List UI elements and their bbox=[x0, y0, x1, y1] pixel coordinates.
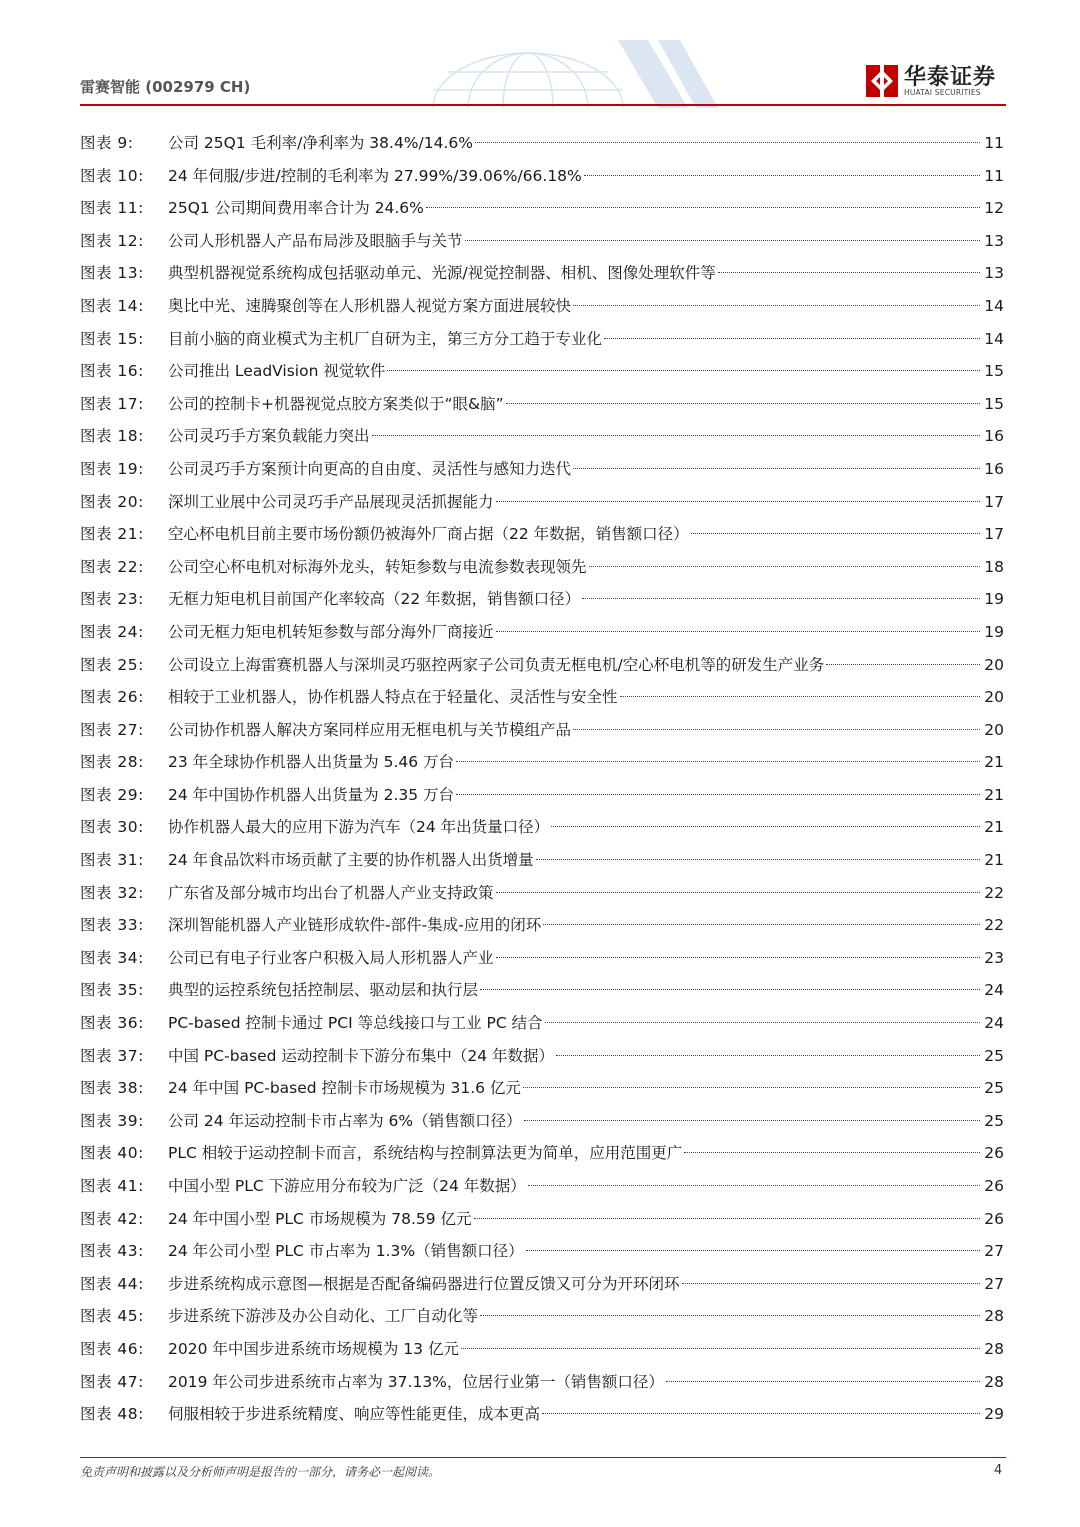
toc-leader-dots bbox=[545, 1022, 980, 1023]
toc-entry-page: 28 bbox=[984, 1372, 1004, 1391]
toc-entry[interactable] bbox=[80, 160, 1004, 193]
toc-leader-dots bbox=[620, 696, 980, 697]
toc-entry[interactable] bbox=[80, 486, 1004, 519]
toc-leader-dots bbox=[496, 501, 980, 502]
toc-entry-title: 公司 25Q1 毛利率/净利率为 38.4%/14.6% bbox=[168, 134, 473, 152]
toc-entry-label: 图表 46: bbox=[80, 1339, 144, 1358]
toc-entry-label: 图表 21: bbox=[80, 525, 144, 544]
toc-leader-dots bbox=[480, 989, 980, 990]
toc-entry-title: 公司已有电子行业客户积极入局人形机器人产业 bbox=[168, 948, 494, 967]
toc-entry-page: 21 bbox=[984, 753, 1004, 772]
toc-entry-label: 图表 28: bbox=[80, 753, 144, 772]
toc-entry-page: 16 bbox=[984, 459, 1004, 478]
toc-entry-page: 21 bbox=[984, 818, 1004, 837]
toc-entry-page: 24 bbox=[984, 1014, 1004, 1033]
toc-leader-dots bbox=[387, 370, 980, 371]
toc-leader-dots bbox=[573, 468, 980, 469]
toc-entry[interactable] bbox=[80, 1300, 1004, 1333]
toc-entry-page: 14 bbox=[984, 296, 1004, 315]
toc-entry[interactable] bbox=[80, 1235, 1004, 1268]
toc-entry-page: 19 bbox=[984, 590, 1004, 609]
toc-entry-title: 24 年中国 PC-based 控制卡市场规模为 31.6 亿元 bbox=[168, 1079, 521, 1098]
toc-entry-title: 奥比中光、速腾聚创等在人形机器人视觉方案方面进展较快 bbox=[168, 296, 572, 315]
toc-entry-title: 公司协作机器人解决方案同样应用无框电机与关节模组产品 bbox=[168, 720, 572, 739]
toc-entry-title: 深圳智能机器人产业链形成软件-部件-集成-应用的闭环 bbox=[168, 916, 542, 935]
toc-entry[interactable] bbox=[80, 746, 1004, 779]
toc-entry[interactable] bbox=[80, 681, 1004, 714]
toc-entry-page: 25 bbox=[984, 1111, 1004, 1130]
toc-entry-page: 13 bbox=[984, 231, 1004, 250]
toc-entry-label: 图表 22: bbox=[80, 557, 144, 576]
toc-leader-dots bbox=[556, 1055, 980, 1056]
toc-entry-label: 图表 26: bbox=[80, 688, 144, 707]
toc-entry-title: 2019 年公司步进系统市占率为 37.13%，位居行业第一（销售额口径） bbox=[168, 1372, 664, 1391]
toc-entry[interactable] bbox=[80, 649, 1004, 682]
toc-entry-label: 图表 27: bbox=[80, 720, 144, 739]
toc-entry[interactable] bbox=[80, 420, 1004, 453]
report-header-company: 雷赛智能 (002979 CH) bbox=[80, 78, 251, 96]
toc-entry-label: 图表 16: bbox=[80, 362, 144, 381]
toc-entry-page: 20 bbox=[984, 655, 1004, 674]
toc-leader-dots bbox=[465, 240, 980, 241]
toc-entry-label: 图表 43: bbox=[80, 1242, 144, 1261]
toc-entry[interactable] bbox=[80, 518, 1004, 551]
toc-entry-page: 17 bbox=[984, 525, 1004, 544]
toc-leader-dots bbox=[506, 403, 980, 404]
toc-leader-dots bbox=[426, 207, 980, 208]
toc-entry-label: 图表 10: bbox=[80, 166, 144, 185]
toc-entry[interactable] bbox=[80, 974, 1004, 1007]
toc-entry-page: 22 bbox=[984, 916, 1004, 935]
toc-leader-dots bbox=[524, 1120, 980, 1121]
toc-entry-title: 公司灵巧手方案预计向更高的自由度、灵活性与感知力迭代 bbox=[168, 459, 572, 478]
toc-entry-title: 步进系统构成示意图—根据是否配备编码器进行位置反馈又可分为开环闭环 bbox=[168, 1274, 680, 1293]
toc-entry-label: 图表 18: bbox=[80, 427, 144, 446]
toc-entry-label: 图表 23: bbox=[80, 590, 144, 609]
toc-leader-dots bbox=[496, 892, 980, 893]
toc-entry-label: 图表 19: bbox=[80, 459, 144, 478]
toc-entry-label: 图表 20: bbox=[80, 492, 144, 511]
toc-entry[interactable] bbox=[80, 257, 1004, 290]
toc-leader-dots bbox=[475, 142, 980, 143]
toc-entry-page: 21 bbox=[984, 851, 1004, 870]
toc-leader-dots bbox=[474, 1218, 980, 1219]
toc-entry-label: 图表 42: bbox=[80, 1209, 144, 1228]
toc-entry-label: 图表 33: bbox=[80, 916, 144, 935]
toc-entry-title: 公司人形机器人产品布局涉及眼脑手与关节 bbox=[168, 231, 463, 250]
header-divider bbox=[80, 104, 1006, 106]
toc-leader-dots bbox=[718, 272, 980, 273]
toc-entry-title: 25Q1 公司期间费用率合计为 24.6% bbox=[168, 199, 424, 218]
toc-entry-page: 19 bbox=[984, 622, 1004, 641]
toc-entry-page: 13 bbox=[984, 264, 1004, 283]
toc-entry-page: 28 bbox=[984, 1307, 1004, 1326]
toc-entry-title: 中国小型 PLC 下游应用分布较为广泛（24 年数据） bbox=[168, 1177, 526, 1195]
toc-entry-page: 15 bbox=[984, 394, 1004, 413]
footer-disclaimer: 免责声明和披露以及分析师声明是报告的一部分，请务必一起阅读。 bbox=[80, 1465, 441, 1479]
toc-entry[interactable] bbox=[80, 1333, 1004, 1366]
toc-entry-title: 广东省及部分城市均出台了机器人产业支持政策 bbox=[168, 883, 494, 902]
toc-entry-page: 26 bbox=[984, 1177, 1004, 1195]
toc-entry[interactable] bbox=[80, 192, 1004, 225]
toc-entry-title: 空心杯电机目前主要市场份额仍被海外厂商占据（22 年数据，销售额口径） bbox=[168, 525, 689, 544]
toc-leader-dots bbox=[542, 1413, 980, 1414]
toc-entry-label: 图表 12: bbox=[80, 231, 144, 250]
toc-entry[interactable] bbox=[80, 355, 1004, 388]
toc-entry[interactable] bbox=[80, 714, 1004, 747]
toc-entry-title: 公司设立上海雷赛机器人与深圳灵巧驱控两家子公司负责无框电机/空心杯电机等的研发生产业务 bbox=[168, 655, 825, 674]
huatai-logo-icon bbox=[866, 65, 898, 97]
toc-leader-dots bbox=[666, 1381, 980, 1382]
toc-entry-page: 14 bbox=[984, 329, 1004, 348]
page-number: 4 bbox=[994, 1463, 1003, 1478]
toc-entry-page: 25 bbox=[984, 1079, 1004, 1098]
toc-entry-page: 12 bbox=[984, 199, 1004, 218]
toc-leader-dots bbox=[461, 1348, 980, 1349]
footer-divider bbox=[80, 1457, 1006, 1458]
toc-entry-page: 27 bbox=[984, 1274, 1004, 1293]
toc-entry-label: 图表 11: bbox=[80, 199, 144, 218]
toc-entry-title: PLC 相较于运动控制卡而言，系统结构与控制算法更为简单，应用范围更广 bbox=[168, 1144, 683, 1163]
toc-entry-title: 公司的控制卡+机器视觉点胶方案类似于“眼&脑” bbox=[168, 394, 504, 413]
toc-leader-dots bbox=[682, 1283, 980, 1284]
toc-entry-title: 典型机器视觉系统构成包括驱动单元、光源/视觉控制器、相机、图像处理软件等 bbox=[168, 264, 716, 283]
toc-leader-dots bbox=[604, 338, 980, 339]
toc-leader-dots bbox=[543, 924, 980, 925]
toc-entry[interactable] bbox=[80, 1137, 1004, 1170]
toc-entry-label: 图表 34: bbox=[80, 948, 144, 967]
toc-entry[interactable] bbox=[80, 779, 1004, 812]
toc-entry[interactable] bbox=[80, 1072, 1004, 1105]
toc-leader-dots bbox=[496, 957, 980, 958]
toc-leader-dots bbox=[528, 1185, 980, 1186]
toc-leader-dots bbox=[589, 566, 980, 567]
toc-entry-title: 23 年全球协作机器人出货量为 5.46 万台 bbox=[168, 753, 455, 772]
toc-entry-label: 图表 40: bbox=[80, 1144, 144, 1163]
table-of-figures bbox=[80, 127, 1004, 1431]
toc-entry-label: 图表 47: bbox=[80, 1372, 144, 1391]
toc-entry-label: 图表 25: bbox=[80, 655, 144, 674]
toc-entry-label: 图表 48: bbox=[80, 1405, 144, 1424]
toc-leader-dots bbox=[456, 794, 980, 795]
toc-entry-page: 28 bbox=[984, 1339, 1004, 1358]
toc-entry[interactable] bbox=[80, 1170, 1004, 1203]
toc-entry-title: 公司推出 LeadVision 视觉软件 bbox=[168, 362, 386, 381]
toc-entry-title: 深圳工业展中公司灵巧手产品展现灵活抓握能力 bbox=[168, 492, 494, 511]
toc-entry-label: 图表 15: bbox=[80, 329, 144, 348]
toc-entry[interactable] bbox=[80, 323, 1004, 356]
toc-entry-label: 图表 17: bbox=[80, 394, 144, 413]
watermark-globe-icon bbox=[418, 30, 718, 108]
toc-entry[interactable] bbox=[80, 1007, 1004, 1040]
toc-entry-title: 相较于工业机器人，协作机器人特点在于轻量化、灵活性与安全性 bbox=[168, 688, 618, 707]
toc-leader-dots bbox=[372, 435, 980, 436]
toc-entry-page: 11 bbox=[984, 134, 1004, 152]
toc-entry-page: 15 bbox=[984, 362, 1004, 381]
toc-entry-title: 24 年中国协作机器人出货量为 2.35 万台 bbox=[168, 785, 455, 804]
toc-entry-label: 图表 44: bbox=[80, 1274, 144, 1293]
toc-leader-dots bbox=[536, 859, 980, 860]
toc-entry-label: 图表 36: bbox=[80, 1014, 144, 1033]
toc-leader-dots bbox=[523, 1087, 980, 1088]
toc-entry-page: 24 bbox=[984, 981, 1004, 1000]
toc-entry[interactable] bbox=[80, 290, 1004, 323]
toc-leader-dots bbox=[573, 729, 980, 730]
toc-entry-title: 公司灵巧手方案负载能力突出 bbox=[168, 427, 370, 446]
toc-leader-dots bbox=[573, 305, 980, 306]
toc-entry-page: 25 bbox=[984, 1046, 1004, 1065]
toc-entry[interactable] bbox=[80, 225, 1004, 258]
toc-entry-title: 24 年伺服/步进/控制的毛利率为 27.99%/39.06%/66.18% bbox=[168, 166, 582, 185]
toc-entry-page: 20 bbox=[984, 688, 1004, 707]
toc-entry[interactable] bbox=[80, 127, 1004, 160]
brand-name-en: HUATAI SECURITIES bbox=[904, 88, 981, 97]
toc-leader-dots bbox=[584, 175, 980, 176]
toc-entry-label: 图表 29: bbox=[80, 785, 144, 804]
toc-entry[interactable] bbox=[80, 551, 1004, 584]
toc-leader-dots bbox=[826, 664, 980, 665]
toc-entry-title: 无框力矩电机目前国产化率较高（22 年数据，销售额口径） bbox=[168, 590, 581, 609]
toc-entry-title: 2020 年中国步进系统市场规模为 13 亿元 bbox=[168, 1339, 459, 1358]
toc-entry[interactable] bbox=[80, 1268, 1004, 1301]
toc-entry-page: 20 bbox=[984, 720, 1004, 739]
toc-leader-dots bbox=[684, 1152, 980, 1153]
toc-entry[interactable] bbox=[80, 811, 1004, 844]
toc-entry-title: 步进系统下游涉及办公自动化、工厂自动化等 bbox=[168, 1307, 479, 1326]
toc-entry-title: PC-based 控制卡通过 PCI 等总线接口与工业 PC 结合 bbox=[168, 1014, 543, 1033]
toc-entry-label: 图表 24: bbox=[80, 622, 144, 641]
toc-entry-label: 图表 41: bbox=[80, 1177, 144, 1195]
toc-entry-page: 11 bbox=[984, 166, 1004, 185]
brand-name-cn: 华泰证券 bbox=[904, 65, 997, 90]
toc-entry[interactable] bbox=[80, 583, 1004, 616]
toc-entry-title: 典型的运控系统包括控制层、驱动层和执行层 bbox=[168, 981, 479, 1000]
toc-entry-title: 协作机器人最大的应用下游为汽车（24 年出货量口径） bbox=[168, 818, 550, 837]
toc-entry[interactable] bbox=[80, 844, 1004, 877]
toc-entry-label: 图表 31: bbox=[80, 851, 144, 870]
toc-entry-title: 公司空心杯电机对标海外龙头，转矩参数与电流参数表现领先 bbox=[168, 557, 587, 576]
toc-leader-dots bbox=[526, 1250, 980, 1251]
toc-entry-label: 图表 39: bbox=[80, 1111, 144, 1130]
toc-entry[interactable] bbox=[80, 1398, 1004, 1431]
toc-entry-page: 26 bbox=[984, 1209, 1004, 1228]
toc-entry-title: 目前小脑的商业模式为主机厂自研为主，第三方分工趋于专业化 bbox=[168, 329, 603, 348]
toc-entry-page: 29 bbox=[984, 1405, 1004, 1424]
toc-entry-page: 23 bbox=[984, 948, 1004, 967]
toc-entry-label: 图表 9: bbox=[80, 134, 134, 152]
toc-entry-label: 图表 37: bbox=[80, 1046, 144, 1065]
toc-entry-label: 图表 30: bbox=[80, 818, 144, 837]
toc-entry-title: 24 年食品饮料市场贡献了主要的协作机器人出货增量 bbox=[168, 851, 534, 870]
toc-entry-page: 18 bbox=[984, 557, 1004, 576]
toc-leader-dots bbox=[456, 761, 980, 762]
toc-leader-dots bbox=[551, 826, 980, 827]
toc-leader-dots bbox=[496, 631, 980, 632]
toc-entry-title: 中国 PC-based 运动控制卡下游分布集中（24 年数据） bbox=[168, 1046, 555, 1065]
toc-entry-title: 伺服相较于步进系统精度、响应等性能更佳，成本更高 bbox=[168, 1405, 541, 1424]
toc-entry-page: 27 bbox=[984, 1242, 1004, 1261]
toc-entry[interactable] bbox=[80, 942, 1004, 975]
toc-leader-dots bbox=[582, 598, 980, 599]
toc-entry-page: 26 bbox=[984, 1144, 1004, 1163]
toc-entry[interactable] bbox=[80, 1040, 1004, 1073]
toc-entry[interactable] bbox=[80, 453, 1004, 486]
toc-entry[interactable] bbox=[80, 1366, 1004, 1399]
toc-entry-page: 17 bbox=[984, 492, 1004, 511]
toc-leader-dots bbox=[480, 1315, 980, 1316]
toc-entry-title: 24 年公司小型 PLC 市占率为 1.3%（销售额口径） bbox=[168, 1242, 524, 1261]
toc-entry[interactable] bbox=[80, 388, 1004, 421]
toc-entry[interactable] bbox=[80, 1203, 1004, 1236]
toc-entry[interactable] bbox=[80, 877, 1004, 910]
toc-entry-label: 图表 38: bbox=[80, 1079, 144, 1098]
toc-entry[interactable] bbox=[80, 909, 1004, 942]
toc-leader-dots bbox=[691, 533, 980, 534]
toc-entry-title: 公司 24 年运动控制卡市占率为 6%（销售额口径） bbox=[168, 1111, 522, 1130]
toc-entry[interactable] bbox=[80, 616, 1004, 649]
toc-entry-label: 图表 35: bbox=[80, 981, 144, 1000]
toc-entry-page: 22 bbox=[984, 883, 1004, 902]
toc-entry-page: 21 bbox=[984, 785, 1004, 804]
toc-entry-label: 图表 32: bbox=[80, 883, 144, 902]
toc-entry[interactable] bbox=[80, 1105, 1004, 1138]
toc-entry-label: 图表 14: bbox=[80, 296, 144, 315]
toc-entry-title: 公司无框力矩电机转矩参数与部分海外厂商接近 bbox=[168, 622, 494, 641]
toc-entry-title: 24 年中国小型 PLC 市场规模为 78.59 亿元 bbox=[168, 1209, 472, 1228]
toc-entry-label: 图表 45: bbox=[80, 1307, 144, 1326]
toc-entry-label: 图表 13: bbox=[80, 264, 144, 283]
toc-entry-page: 16 bbox=[984, 427, 1004, 446]
